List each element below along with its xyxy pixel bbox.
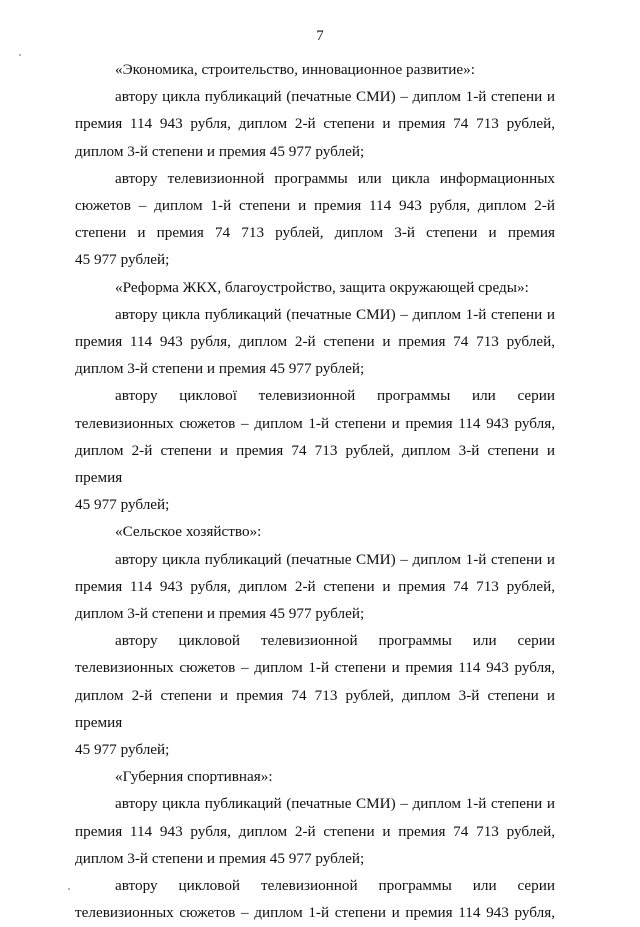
paragraph bbox=[75, 627, 555, 763]
text-line: премия 114 943 рубля, диплом 2-й степени и премия 74 713 рублей, bbox=[75, 577, 555, 595]
document-body bbox=[75, 56, 555, 927]
text-line: диплом 2-й степени и премия 74 713 рублей, диплом 3-й степени и премия bbox=[75, 441, 555, 487]
text-line: автору цикла публикаций (печатные СМИ) – диплом 1-й степени и bbox=[115, 550, 555, 568]
text-line: степени и премия 74 713 рублей, диплом 3-й степени и премия bbox=[75, 224, 555, 242]
text-line: автору цикла публикаций (печатные СМИ) – диплом 1-й степени и bbox=[115, 305, 555, 323]
paragraph bbox=[75, 83, 555, 165]
text-line: премия 114 943 рубля, диплом 2-й степени и премия 74 713 рублей, bbox=[75, 115, 555, 133]
text-line: автору цикла публикаций (печатные СМИ) – диплом 1-й степени и bbox=[115, 88, 555, 106]
text-line: 45 977 рублей; bbox=[75, 251, 170, 269]
text-line: 45 977 рублей; bbox=[75, 496, 170, 514]
text-line: диплом 3-й степени и премия 45 977 рублей; bbox=[75, 360, 365, 378]
section-heading: «Реформа ЖКХ, благоустройство, защита окружающей среды»: bbox=[115, 278, 529, 296]
text-line: автору цикла публикаций (печатные СМИ) – диплом 1-й степени и bbox=[115, 795, 555, 813]
paragraph bbox=[75, 872, 555, 926]
paragraph bbox=[75, 546, 555, 628]
paragraph bbox=[75, 790, 555, 872]
section-heading: «Экономика, строительство, инновационное развитие»: bbox=[115, 61, 475, 78]
text-line: автору цикловой телевизионной программы или серии bbox=[115, 632, 555, 650]
paragraph bbox=[75, 382, 555, 518]
text-line: телевизионных сюжетов – диплом 1-й степени и премия 114 943 рубля, bbox=[75, 414, 555, 432]
text-line: автору телевизионной программы или цикла информационных bbox=[115, 169, 555, 187]
text-line: сюжетов – диплом 1-й степени и премия 114 943 рубля, диплом 2-й bbox=[75, 197, 555, 215]
scan-speck bbox=[19, 54, 21, 56]
text-line: 45 977 рублей; bbox=[75, 741, 170, 759]
text-line: телевизионных сюжетов – диплом 1-й степени и премия 114 943 рубля, bbox=[75, 904, 555, 922]
text-line: диплом 3-й степени и премия 45 977 рублей; bbox=[75, 142, 365, 160]
page-number: 7 bbox=[316, 28, 324, 44]
section-heading: «Сельское хозяйство»: bbox=[115, 523, 262, 541]
text-line: телевизионных сюжетов – диплом 1-й степени и премия 114 943 рубля, bbox=[75, 659, 555, 677]
paragraph bbox=[75, 165, 555, 274]
text-line: автору цикловой телевизионной программы или серии bbox=[115, 877, 555, 895]
section-heading: «Губерния спортивная»: bbox=[115, 768, 273, 786]
text-line: автору циклової телевизионной программы или серии bbox=[115, 387, 555, 405]
text-line: диплом 2-й степени и премия 74 713 рублей, диплом 3-й степени и премия bbox=[75, 686, 555, 731]
text-line: диплом 3-й степени и премия 45 977 рублей; bbox=[75, 605, 365, 623]
paragraph bbox=[75, 301, 555, 383]
text-line: премия 114 943 рубля, диплом 2-й степени и премия 74 713 рублей, bbox=[75, 822, 555, 840]
text-line: премия 114 943 рубля, диплом 2-й степени и премия 74 713 рублей, bbox=[75, 333, 555, 351]
scan-speck bbox=[68, 888, 70, 890]
text-line: диплом 3-й степени и премия 45 977 рублей; bbox=[75, 849, 365, 867]
